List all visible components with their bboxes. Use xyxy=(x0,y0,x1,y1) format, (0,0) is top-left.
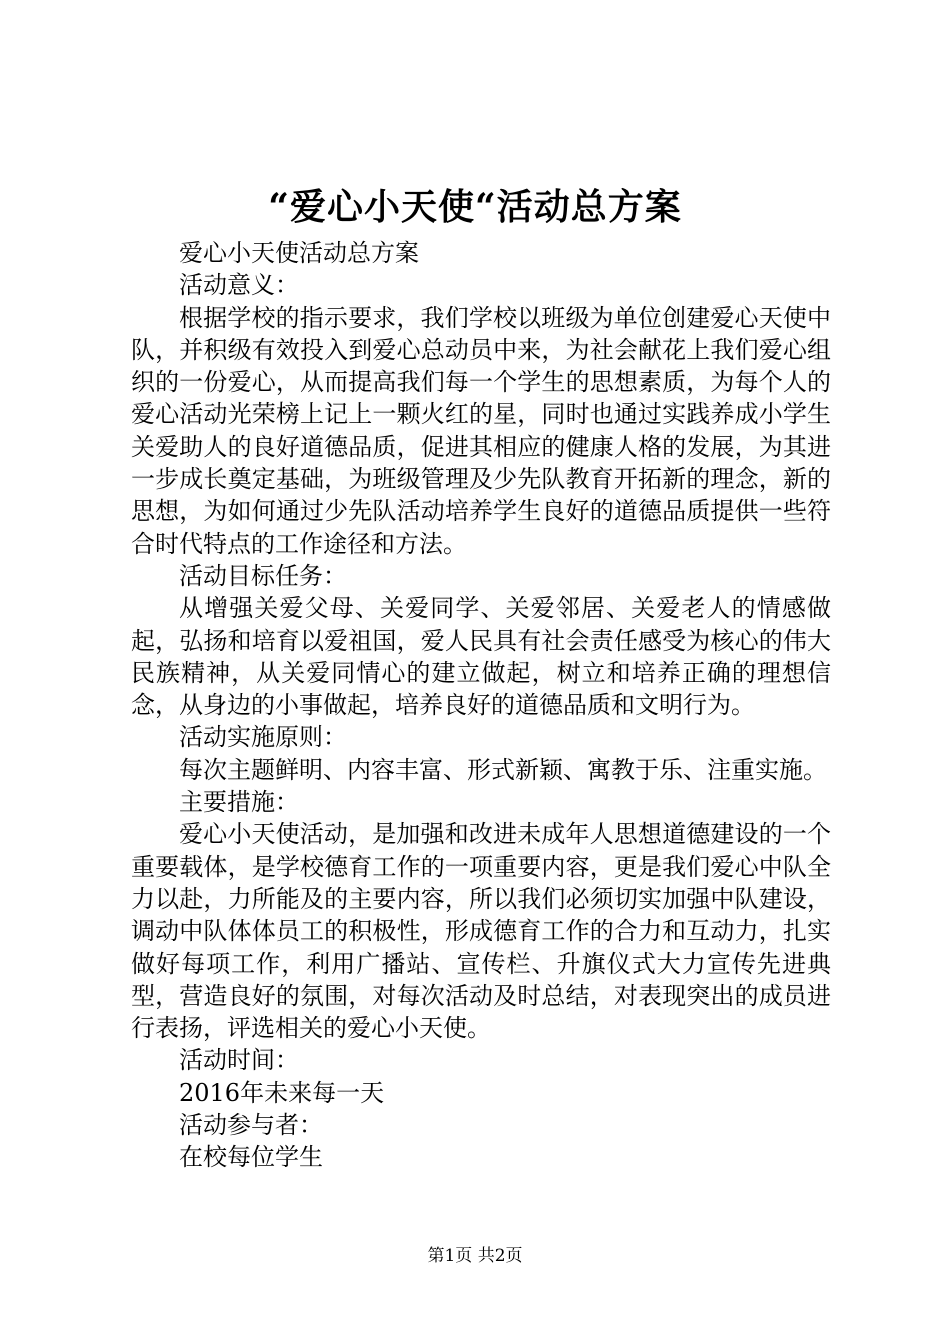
paragraph-participants: 在校每位学生 xyxy=(179,1143,323,1172)
heading-significance: 活动意义： xyxy=(179,271,299,300)
document-body xyxy=(131,237,831,1174)
page-number: 第1页 共2页 xyxy=(427,1246,523,1266)
paragraph-measures: 爱心小天使活动，是加强和改进未成年人思想道德建设的一个重要载体，是学校德育工作的一项重要内容，更是我们爱心中队全力以赴，力所能及的主要内容，所以我们必须切实加强中队建设，调动中队体体员工的积极性，形成德育工作的合力和互动力，扎实做好每项工作，利用广播站、宣传栏、升旗仪式大力宣传先进典型，营造良好的氛围，对每次活动及时总结，对表现突出的成员进行表扬，评选相关的爱心小天使。 xyxy=(131,820,831,1043)
document-title: “爱心小天使“活动总方案 xyxy=(268,186,682,228)
paragraph-goals: 从增强关爱父母、关爱同学、关爱邻居、关爱老人的情感做起，弘扬和培育以爱祖国，爱人民具有社会责任感受为核心的伟大民族精神，从关爱同情心的建立做起，树立和培养正确的理想信念，从身边的小事做起，培养良好的道德品质和文明行为。 xyxy=(131,594,831,720)
heading-time: 活动时间： xyxy=(179,1046,299,1075)
heading-measures: 主要措施： xyxy=(179,788,299,817)
heading-principles: 活动实施原则： xyxy=(179,723,347,752)
paragraph-subtitle: 爱心小天使活动总方案 xyxy=(179,239,419,267)
heading-participants: 活动参与者： xyxy=(179,1111,323,1140)
paragraph-significance: 根据学校的指示要求，我们学校以班级为单位创建爱心天使中队，并积级有效投入到爱心总动员中来，为社会献花上我们爱心组织的一份爱心，从而提高我们每一个学生的思想素质，为每个人的爱心活动光荣榜上记上一颗火红的星，同时也通过实践养成小学生关爱助人的良好道德品质，促进其相应的健康人格的发展，为其进一步成长奠定基础，为班级管理及少先队教育开拓新的理念，新的思想，为如何通过少先队活动培养学生良好的道德品质提供一些符合时代特点的工作途径和方法。 xyxy=(131,303,831,558)
paragraph-time: 2016年未来每一天 xyxy=(179,1078,385,1107)
paragraph-principles: 每次主题鲜明、内容丰富、形式新颖、寓教于乐、注重实施。 xyxy=(179,755,827,784)
heading-goals: 活动目标任务： xyxy=(179,561,347,590)
